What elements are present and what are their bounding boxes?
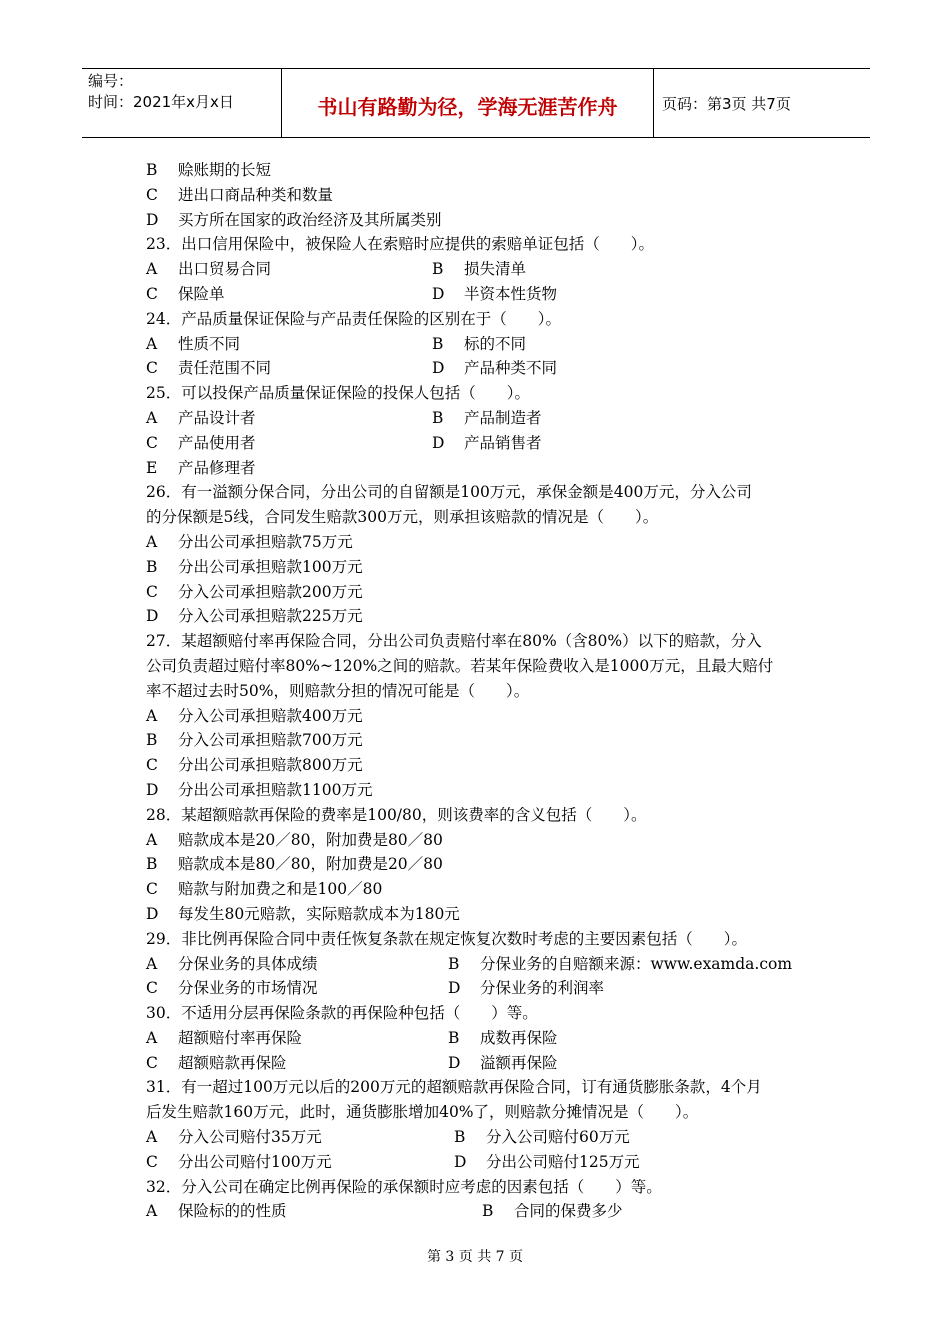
- option-letter: D: [146, 607, 159, 626]
- option-letter: C: [146, 756, 158, 775]
- option-letter: B: [146, 731, 158, 750]
- answer-option: [146, 406, 256, 431]
- option-letter: C: [146, 1152, 158, 1171]
- answer-option: [146, 158, 271, 183]
- option-letter: D: [432, 359, 445, 378]
- option-text: 出口贸易合同: [178, 260, 272, 279]
- option-letter: C: [146, 979, 158, 998]
- option-row: [146, 952, 816, 977]
- answer-option: [482, 1199, 623, 1224]
- option-text: 产品设计者: [178, 408, 256, 427]
- option-text: 分出公司赔付125万元: [486, 1152, 640, 1171]
- question-text-line: 29．非比例再保险合同中责任恢复条款在规定恢复次数时考虑的主要因素包括（ ）。: [146, 929, 747, 948]
- option-letter: C: [146, 284, 158, 303]
- page-header: [82, 68, 870, 138]
- option-letter: D: [454, 1152, 467, 1171]
- answer-option: [448, 1051, 558, 1076]
- option-letter: B: [146, 161, 158, 179]
- option-text: 保险标的的性质: [178, 1202, 287, 1221]
- option-letter: B: [146, 855, 158, 874]
- answer-option: [146, 530, 353, 555]
- option-text: 分入公司承担赔款400万元: [178, 706, 363, 725]
- option-text: 赔款成本是20／80，附加费是80／80: [178, 830, 443, 849]
- option-row: [146, 976, 816, 1001]
- option-row: [146, 456, 816, 481]
- answer-option: [146, 356, 271, 381]
- option-row: [146, 852, 816, 877]
- answer-option: [146, 828, 443, 853]
- option-text: 分保业务的自赔额来源：www.examda.com: [480, 954, 793, 973]
- option-letter: C: [146, 880, 158, 899]
- option-row: [146, 530, 816, 555]
- option-text: 赊账期的长短: [178, 161, 272, 179]
- option-letter: A: [146, 1128, 158, 1147]
- option-letter: C: [146, 582, 158, 601]
- answer-option: [146, 704, 363, 729]
- option-text: 分保业务的利润率: [480, 979, 605, 998]
- question-text-line: 28．某超额赔款再保险的费率是100/80，则该费率的含义包括（ ）。: [146, 805, 647, 824]
- option-row: [146, 1026, 816, 1051]
- option-row: [146, 406, 816, 431]
- option-letter: A: [146, 954, 158, 973]
- answer-option: [146, 753, 363, 778]
- header-motto: 书山有路勤为径，学海无涯苦作舟: [282, 69, 654, 137]
- option-text: 分入公司承担赔款200万元: [178, 582, 363, 601]
- option-letter: A: [146, 1028, 158, 1047]
- option-text: 分保业务的具体成绩: [178, 954, 318, 973]
- option-row: [146, 555, 816, 580]
- option-text: 赔款成本是80／80，附加费是20／80: [178, 855, 443, 874]
- option-row: [146, 257, 816, 282]
- answer-option: [146, 604, 363, 629]
- question-text-line: 公司负责超过赔付率80%~120%之间的赔款。若某年保险费收入是1000万元，且最大赔付: [146, 656, 774, 675]
- option-text: 分出公司赔付100万元: [178, 1152, 332, 1171]
- answer-option: [432, 356, 557, 381]
- option-text: 超额赔付率再保险: [178, 1028, 303, 1047]
- option-letter: A: [146, 334, 158, 353]
- option-text: 分出公司承担赔款75万元: [178, 532, 353, 551]
- answer-option: [146, 976, 318, 1001]
- question-text-line: 的分保额是5线，合同发生赔款300万元，则承担该赔款的情况是（ ）。: [146, 508, 659, 527]
- option-letter: C: [146, 359, 158, 378]
- option-row: [146, 1199, 816, 1224]
- answer-option: [146, 456, 256, 481]
- answer-option: [146, 431, 256, 456]
- answer-option: [454, 1150, 640, 1175]
- answer-option: [432, 257, 526, 282]
- answer-option: [146, 282, 225, 307]
- answer-option: [454, 1125, 630, 1150]
- answer-option: [146, 208, 442, 233]
- option-text: 产品制造者: [464, 408, 542, 427]
- question-text-line: 27．某超额赔付率再保险合同，分出公司负责赔付率在80%（含80%）以下的赔款，分入: [146, 632, 762, 651]
- answer-option: [146, 877, 382, 902]
- option-row: [146, 877, 816, 902]
- answer-option: [448, 976, 604, 1001]
- question-text-line: 率不超过去时50%，则赔款分担的情况可能是（ ）。: [146, 681, 530, 700]
- option-letter: B: [432, 408, 444, 427]
- option-row: [146, 431, 816, 456]
- option-row: [146, 1051, 816, 1076]
- answer-option: [146, 1026, 302, 1051]
- option-row: [146, 183, 816, 208]
- answer-option: [432, 332, 526, 357]
- option-row: [146, 828, 816, 853]
- option-row: [146, 282, 816, 307]
- question-text-line: 26．有一溢额分保合同，分出公司的自留额是100万元，承保金额是400万元，分入公司: [146, 483, 752, 502]
- option-text: 损失清单: [464, 260, 527, 279]
- option-row: [146, 208, 816, 233]
- option-text: 分出公司承担赔款100万元: [178, 557, 363, 576]
- option-text: 分出公司承担赔款800万元: [178, 756, 363, 775]
- option-row: [146, 356, 816, 381]
- option-text: 进出口商品种类和数量: [178, 185, 334, 204]
- option-letter: D: [146, 210, 159, 229]
- option-letter: A: [146, 260, 158, 279]
- option-letter: D: [146, 780, 159, 799]
- option-text: 分入公司承担赔款225万元: [178, 607, 363, 626]
- option-letter: A: [146, 532, 158, 551]
- option-text: 性质不同: [178, 334, 241, 353]
- option-text: 产品使用者: [178, 433, 256, 452]
- option-letter: A: [146, 706, 158, 725]
- option-text: 溢额再保险: [480, 1053, 558, 1072]
- option-text: 分入公司赔付35万元: [178, 1128, 322, 1147]
- option-text: 责任范围不同: [178, 359, 272, 378]
- option-letter: B: [432, 334, 444, 353]
- option-row: [146, 604, 816, 629]
- option-row: [146, 158, 816, 183]
- option-letter: D: [432, 433, 445, 452]
- option-text: 半资本性货物: [464, 284, 558, 303]
- time-label: 时间：2021年x月x日: [88, 93, 234, 111]
- header-page-info: 页码：第3页 共7页: [662, 94, 791, 113]
- answer-option: [146, 183, 333, 208]
- answer-option: [432, 406, 542, 431]
- option-letter: B: [146, 557, 158, 576]
- option-letter: D: [146, 904, 159, 923]
- option-letter: C: [146, 1053, 158, 1072]
- option-row: [146, 704, 816, 729]
- answer-option: [146, 580, 363, 605]
- option-text: 赔款与附加费之和是100／80: [178, 880, 383, 899]
- answer-option: [448, 952, 792, 977]
- answer-option: [146, 1125, 322, 1150]
- question-text-line: 31．有一超过100万元以后的200万元的超额赔款再保险合同，订有通货膨胀条款，4个月: [146, 1078, 762, 1097]
- answer-option: [146, 257, 271, 282]
- header-meta: [82, 69, 282, 137]
- answer-option: [448, 1026, 558, 1051]
- option-letter: A: [146, 1202, 158, 1221]
- question-text-line: 后发生赔款160万元，此时，通货膨胀增加40%了，则赔款分摊情况是（ ）。: [146, 1103, 699, 1122]
- answer-option: [146, 852, 443, 877]
- option-letter: A: [146, 830, 158, 849]
- option-row: [146, 580, 816, 605]
- option-text: 买方所在国家的政治经济及其所属类别: [178, 210, 442, 229]
- option-letter: C: [146, 185, 158, 204]
- option-letter: B: [448, 954, 460, 973]
- option-letter: D: [448, 1053, 461, 1072]
- option-text: 保险单: [178, 284, 225, 303]
- option-letter: E: [146, 458, 158, 477]
- option-text: 成数再保险: [480, 1028, 558, 1047]
- answer-option: [146, 778, 372, 803]
- question-text-line: 23．出口信用保险中，被保险人在索赔时应提供的索赔单证包括（ ）。: [146, 235, 654, 254]
- answer-option: [146, 902, 460, 927]
- option-text: 分保业务的市场情况: [178, 979, 318, 998]
- answer-option: [146, 1199, 287, 1224]
- option-text: 产品修理者: [178, 458, 256, 477]
- option-letter: B: [454, 1128, 466, 1147]
- question-list: [146, 158, 816, 1224]
- option-text: 分入公司承担赔款700万元: [178, 731, 363, 750]
- option-text: 分入公司赔付60万元: [486, 1128, 630, 1147]
- option-row: [146, 753, 816, 778]
- option-letter: D: [432, 284, 445, 303]
- answer-option: [146, 728, 363, 753]
- option-row: [146, 728, 816, 753]
- option-row: [146, 332, 816, 357]
- question-text-line: 32．分入公司在确定比例再保险的承保额时应考虑的因素包括（ ）等。: [146, 1177, 662, 1196]
- option-letter: B: [448, 1028, 460, 1047]
- option-row: [146, 902, 816, 927]
- question-text-line: 25．可以投保产品质量保证保险的投保人包括（ ）。: [146, 384, 530, 403]
- answer-option: [432, 282, 557, 307]
- option-text: 合同的保费多少: [514, 1202, 623, 1221]
- option-row: [146, 1125, 816, 1150]
- code-label: 编号：: [88, 72, 134, 90]
- option-letter: B: [432, 260, 444, 279]
- answer-option: [146, 555, 363, 580]
- option-text: 超额赔款再保险: [178, 1053, 287, 1072]
- option-text: 每发生80元赔款，实际赔款成本为180元: [178, 904, 460, 923]
- answer-option: [146, 1051, 287, 1076]
- option-row: [146, 1150, 816, 1175]
- option-text: 标的不同: [464, 334, 527, 353]
- answer-option: [432, 431, 542, 456]
- option-letter: B: [482, 1202, 494, 1221]
- question-text-line: 30．不适用分层再保险条款的再保险种包括（ ）等。: [146, 1004, 538, 1023]
- answer-option: [146, 1150, 332, 1175]
- option-text: 产品销售者: [464, 433, 542, 452]
- option-text: 分出公司承担赔款1100万元: [178, 780, 373, 799]
- question-text-line: 24．产品质量保证保险与产品责任保险的区别在于（ ）。: [146, 309, 561, 328]
- answer-option: [146, 332, 240, 357]
- option-letter: D: [448, 979, 461, 998]
- option-letter: A: [146, 408, 158, 427]
- page-footer: 第 3 页 共 7 页: [426, 1249, 524, 1265]
- option-text: 产品种类不同: [464, 359, 558, 378]
- option-row: [146, 778, 816, 803]
- option-letter: C: [146, 433, 158, 452]
- answer-option: [146, 952, 318, 977]
